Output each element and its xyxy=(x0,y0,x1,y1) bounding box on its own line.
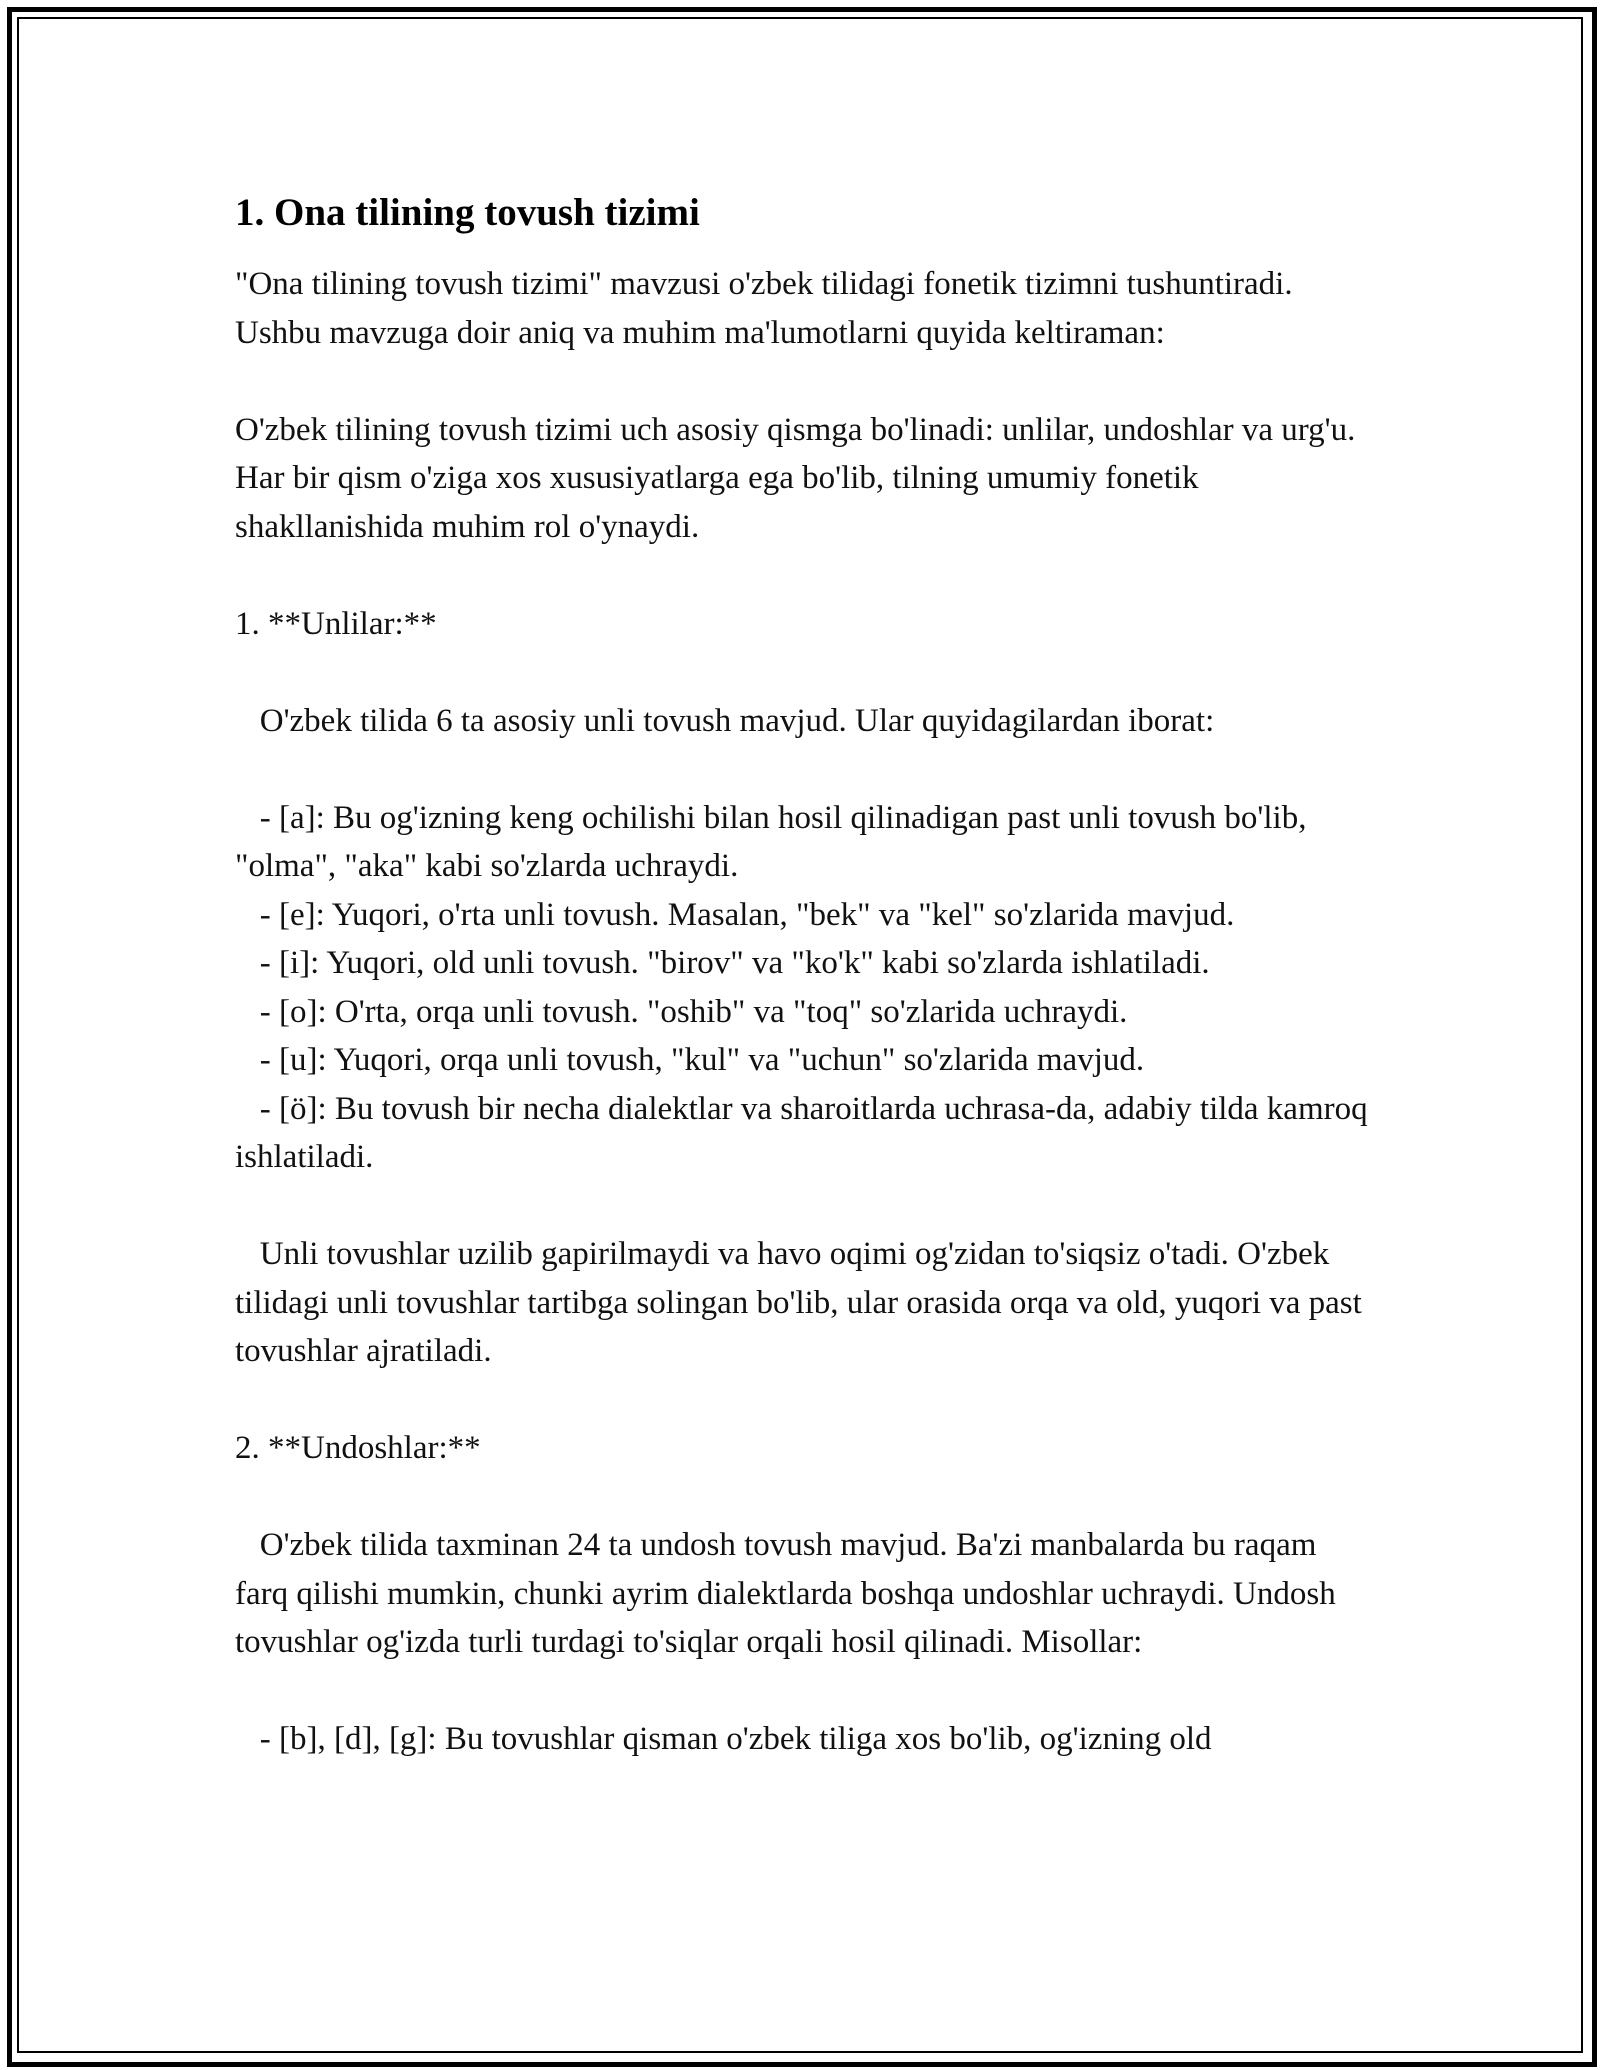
paragraph-spacer xyxy=(235,1667,1375,1716)
section-heading-unlilar: 1. **Unlilar:** xyxy=(235,605,437,642)
paragraph-spacer xyxy=(235,551,1375,600)
document-heading: 1. Ona tilining tovush tizimi xyxy=(235,191,700,234)
paragraph-spacer xyxy=(235,1376,1375,1425)
section-heading-undoshlar: 2. **Undoshlar:** xyxy=(235,1430,481,1466)
paragraph-unlilar-intro: O'zbek tilida 6 ta asosiy unli tovush mavjud. Ular quyidagilardan iborat: xyxy=(235,702,1215,739)
paragraph-unlilar-summary: Unli tovushlar uzilib gapirilmaydi va havo oqimi og'zidan to'siqsiz o'tadi. O'zbek tilidagi unli tovushlar tartibga solingan bo'lib, ular orasida orqa va old, yuqori va past tovushlar ajratiladi. xyxy=(235,1236,1371,1369)
paragraph-spacer xyxy=(235,1182,1375,1231)
paragraph-undoshlar-intro: O'zbek tilida taxminan 24 ta undosh tovush mavjud. Ba'zi manbalarda bu raqam farq qilishi mumkin, chunki ayrim dialektlarda boshqa undoshlar uchraydi. Undosh tovushlar og'izda turli turdagi to'siqlar orqali hosil qilinadi. Misollar: xyxy=(235,1527,1344,1660)
paragraph-spacer xyxy=(235,357,1375,406)
document-body xyxy=(235,188,1375,1764)
vowel-list: - [a]: Bu og'izning keng ochilishi bilan hosil qilinadigan past unli tovush bo'lib, "olma", "aka" kabi so'zlarda uchraydi. - [e]: Yuqori, o'rta unli tovush. Masalan, "bek" va "kel" so'zlarida mavjud. - [i]: Yuqori, old unli tovush. "birov" va "ko'k" kabi so'zlarda ishlatiladi. - [o]: O'rta, orqa unli tovush. "oshib" va "toq" so'zlarida uchraydi. - [u]: Yuqori, orqa unli tovush, "kul" va "uchun" so'zlarida mavjud. - [ö]: Bu tovush bir necha dialektlar va sharoitlarda uchrasa-da, adabiy tilda kamroq ishlatiladi. xyxy=(235,799,1368,1175)
paragraph-spacer xyxy=(235,1473,1375,1522)
paragraph-intro: "Ona tilining tovush tizimi" mavzusi o'zbek tilidagi fonetik tizimni tushuntiradi. Ushbu mavzuga doir aniq va muhim ma'lumotlarni quyida keltiraman: xyxy=(235,266,1301,351)
paragraph-overview: O'zbek tilining tovush tizimi uch asosiy qismga bo'linadi: unlilar, undoshlar va urg'u. Har bir qism o'ziga xos xususiyatlarga ega bo'lib, tilning umumiy fonetik shakllanishida muhim rol o'ynaydi. xyxy=(235,411,1364,545)
paragraph-spacer xyxy=(235,745,1375,794)
consonant-list-item: - [b], [d], [g]: Bu tovushlar qisman o'zbek tiliga xos bo'lib, og'izning old xyxy=(235,1721,1212,1757)
paragraph-spacer xyxy=(235,648,1375,697)
